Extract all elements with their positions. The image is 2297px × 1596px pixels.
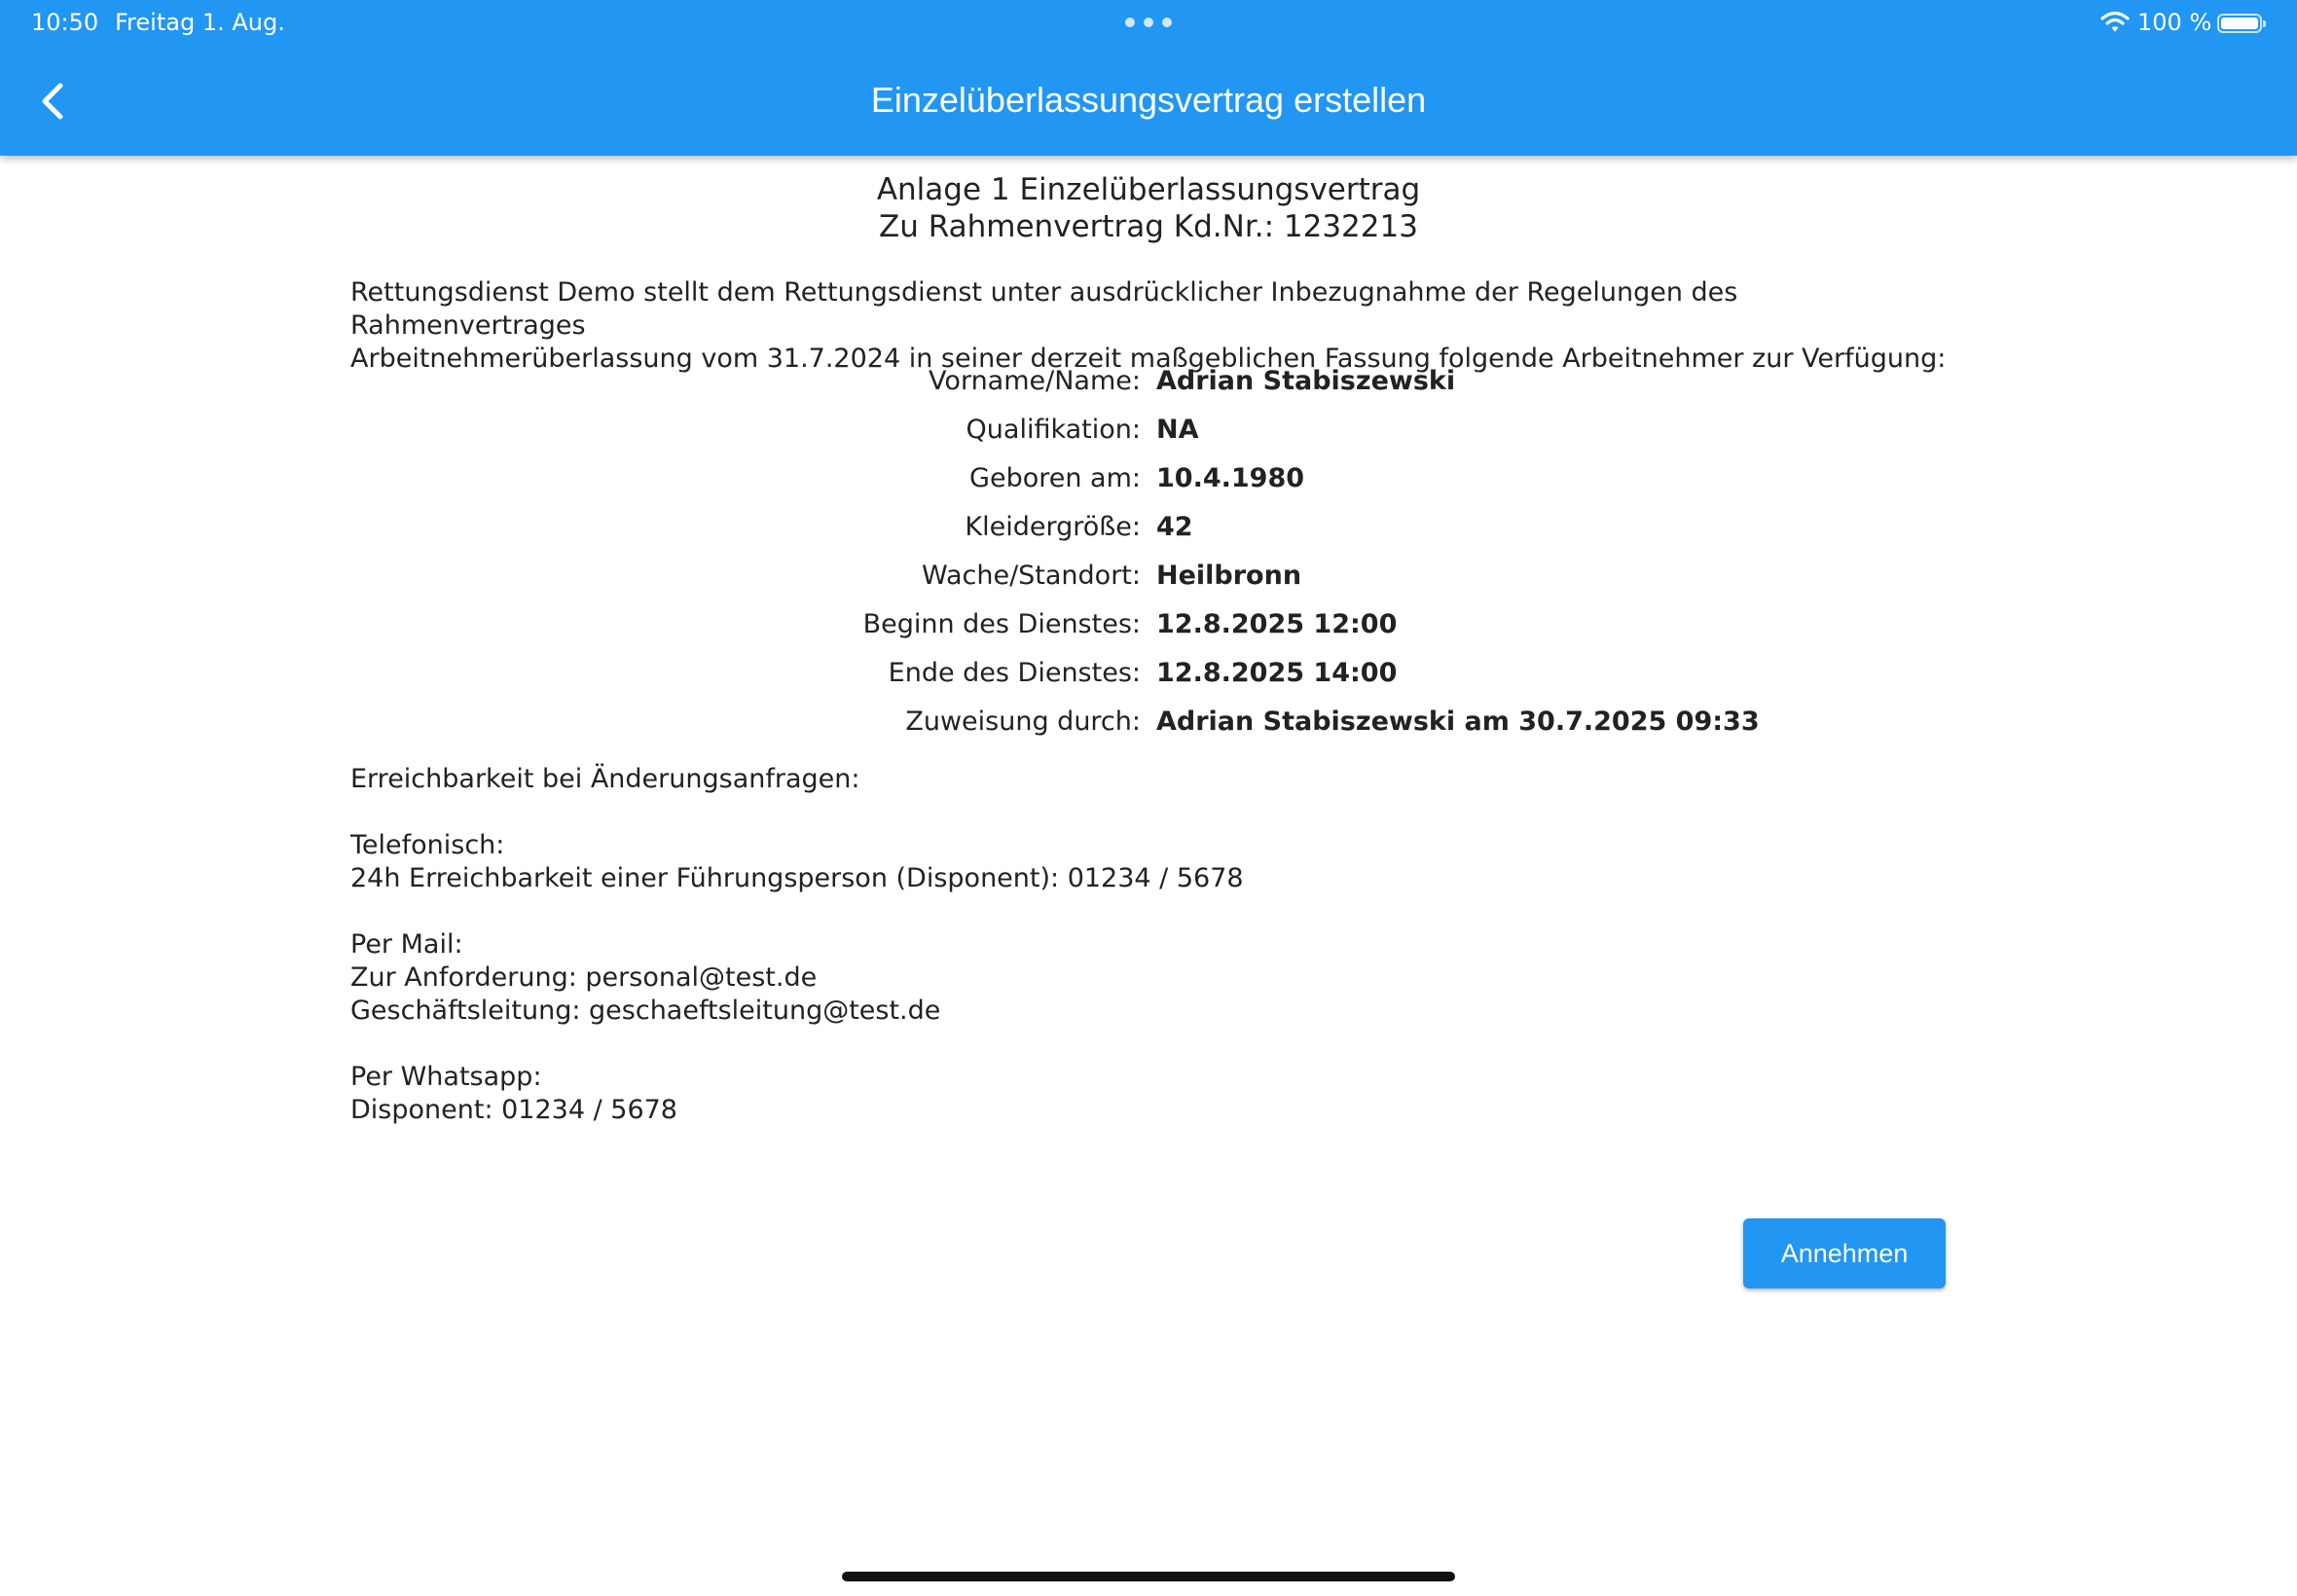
intro-line: Arbeitnehmerüberlassung vom 31.7.2024 in seiner derzeit maßgeblichen Fassung folgende Arbeitnehmer zur Verfügung: — [350, 344, 1947, 374]
whatsapp-heading: Per Whatsapp: — [350, 1062, 542, 1092]
wifi-icon — [2100, 11, 2130, 34]
field-row-assigned-by — [0, 707, 2297, 745]
battery-percent: 100 % — [2137, 9, 2212, 36]
field-value: 42 — [1156, 512, 1193, 542]
contact-section — [350, 763, 1244, 1127]
status-time: 10:50 — [31, 9, 99, 36]
intro-text — [350, 276, 1956, 376]
battery-icon — [2217, 14, 2262, 33]
mail-line-management: Geschäftsleitung: geschaeftsleitung@test.de — [350, 996, 941, 1026]
field-label: Qualifikation: — [966, 415, 1141, 445]
field-value: 10.4.1980 — [1156, 463, 1305, 493]
field-label: Geboren am: — [969, 463, 1141, 493]
home-indicator[interactable] — [842, 1572, 1455, 1581]
field-row-name — [0, 366, 2297, 405]
field-row-birthdate — [0, 463, 2297, 502]
field-label: Beginn des Dienstes: — [862, 609, 1141, 639]
phone-heading: Telefonisch: — [350, 830, 505, 860]
document-subtitle: Zu Rahmenvertrag Kd.Nr.: 1232213 — [879, 209, 1418, 244]
field-value: 12.8.2025 12:00 — [1156, 609, 1398, 639]
status-date: Freitag 1. Aug. — [115, 9, 285, 36]
field-row-shift-end — [0, 658, 2297, 697]
field-row-qualification — [0, 415, 2297, 453]
field-value: Heilbronn — [1156, 561, 1302, 591]
field-row-station — [0, 561, 2297, 599]
field-value: 12.8.2025 14:00 — [1156, 658, 1398, 688]
field-value: Adrian Stabiszewski — [1156, 366, 1456, 396]
field-label: Vorname/Name: — [929, 366, 1141, 396]
field-row-shift-start — [0, 609, 2297, 648]
multitasking-dots-icon[interactable] — [1125, 18, 1172, 29]
field-row-clothing-size — [0, 512, 2297, 551]
mail-heading: Per Mail: — [350, 929, 463, 960]
field-value: Adrian Stabiszewski am 30.7.2025 09:33 — [1156, 707, 1760, 737]
mail-line-request: Zur Anforderung: personal@test.de — [350, 962, 818, 993]
whatsapp-line: Disponent: 01234 / 5678 — [350, 1095, 677, 1125]
field-label: Zuweisung durch: — [905, 707, 1141, 737]
field-value: NA — [1156, 415, 1199, 445]
contact-heading: Erreichbarkeit bei Änderungsanfragen: — [350, 764, 860, 794]
accept-button[interactable]: Annehmen — [1743, 1218, 1946, 1288]
phone-line: 24h Erreichbarkeit einer Führungsperson (Disponent): 01234 / 5678 — [350, 863, 1244, 893]
document-title: Anlage 1 Einzelüberlassungsvertrag — [876, 172, 1421, 207]
intro-line: Rettungsdienst Demo stellt dem Rettungsdienst unter ausdrücklicher Inbezugnahme der Regelungen des Rahmenvertrages — [350, 277, 1738, 341]
field-label: Wache/Standort: — [921, 561, 1141, 591]
app-bar — [0, 0, 2297, 156]
field-label: Ende des Dienstes: — [888, 658, 1141, 688]
page-title: Einzelüberlassungsvertrag erstellen — [870, 80, 1427, 120]
field-label: Kleidergröße: — [965, 512, 1141, 542]
